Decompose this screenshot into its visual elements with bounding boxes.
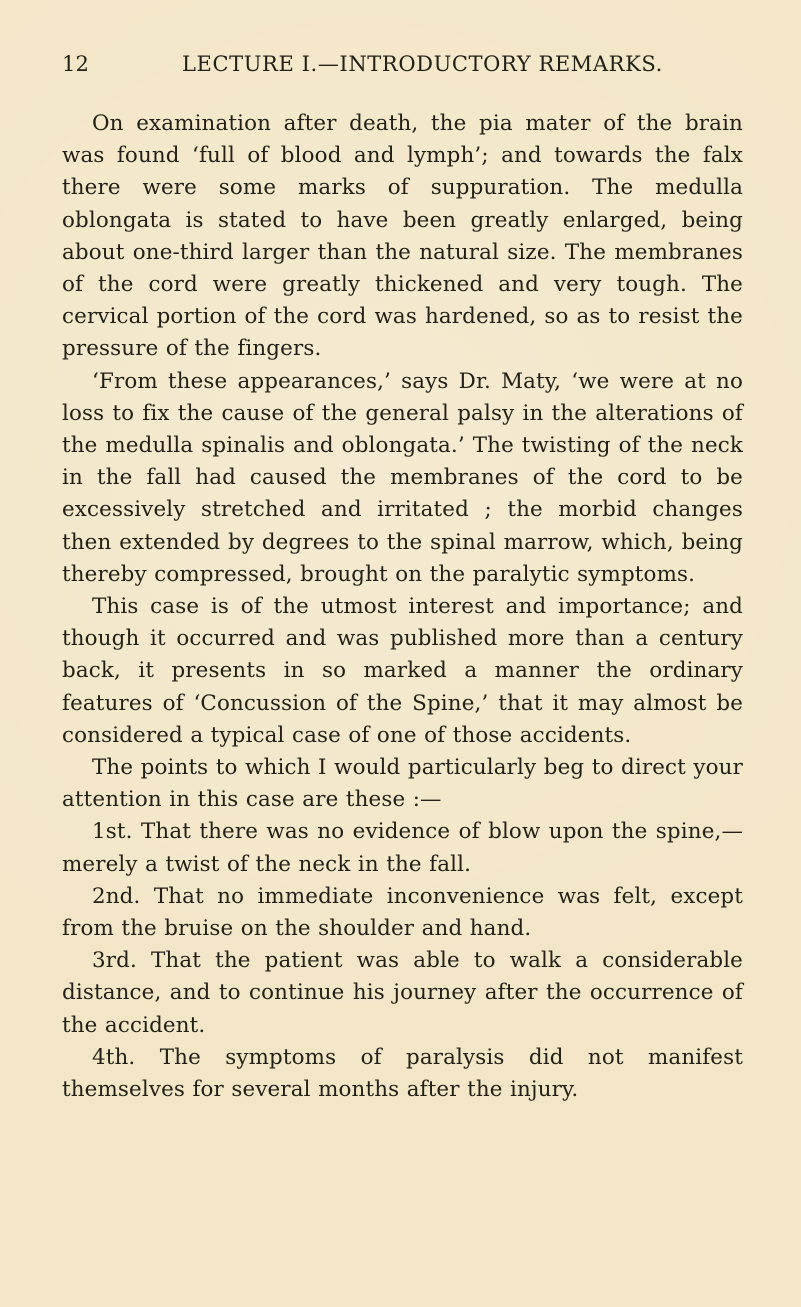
paragraph-point-2: 2nd. That no immediate inconvenience was felt, except from the bruise on the shoulder and hand. [62, 883, 743, 942]
body-text [62, 108, 743, 1106]
paragraph-point-4: 4th. The symptoms of paralysis did not manifest themselves for several months after the injury. [62, 1044, 743, 1103]
paragraph-points-intro: The points to which I would particularly beg to direct your attention in this case are these :— [62, 755, 743, 813]
running-head: LECTURE I.—INTRODUCTORY REMARKS. [182, 52, 663, 76]
paragraph-point-1: 1st. That there was no evidence of blow upon the spine,—merely a twist of the neck in the fall. [62, 819, 743, 877]
paragraph-point-3: 3rd. That the patient was able to walk a considerable distance, and to continue his journey after the occurrence of the accident. [62, 948, 743, 1038]
paragraph-dr-maty-quote: ‘From these appearances,’ says Dr. Maty, ‘we were at no loss to fix the cause of the general palsy in the alterations of the medulla spinalis and oblongata.’ The twisting of the neck in the fall had caused the membranes of the cord to be excessively stretched and irritated ; the morbid changes then extended by degrees to the spinal marrow, which, being thereby compressed, brought on the paralytic symptoms. [62, 368, 743, 587]
paragraph-post-mortem: On examination after death, the pia mater of the brain was found ‘full of blood and lymph’; and towards the falx there were some marks of suppuration. The medulla oblongata is stated to have been greatly enlarged, being about one-third larger than the natural size. The membranes of the cord were greatly thickened and very tough. The cervical portion of the cord was hardened, so as to resist the pressure of the fingers. [62, 111, 743, 362]
page-number: 12 [62, 52, 90, 76]
page-header [62, 52, 743, 86]
paragraph-case-importance: This case is of the utmost interest and importance; and though it occurred and was published more than a century back, it presents in so marked a manner the ordinary features of ‘Concussion of the Spine,’ that it may almost be considered a typical case of one of those accidents. [62, 594, 743, 748]
